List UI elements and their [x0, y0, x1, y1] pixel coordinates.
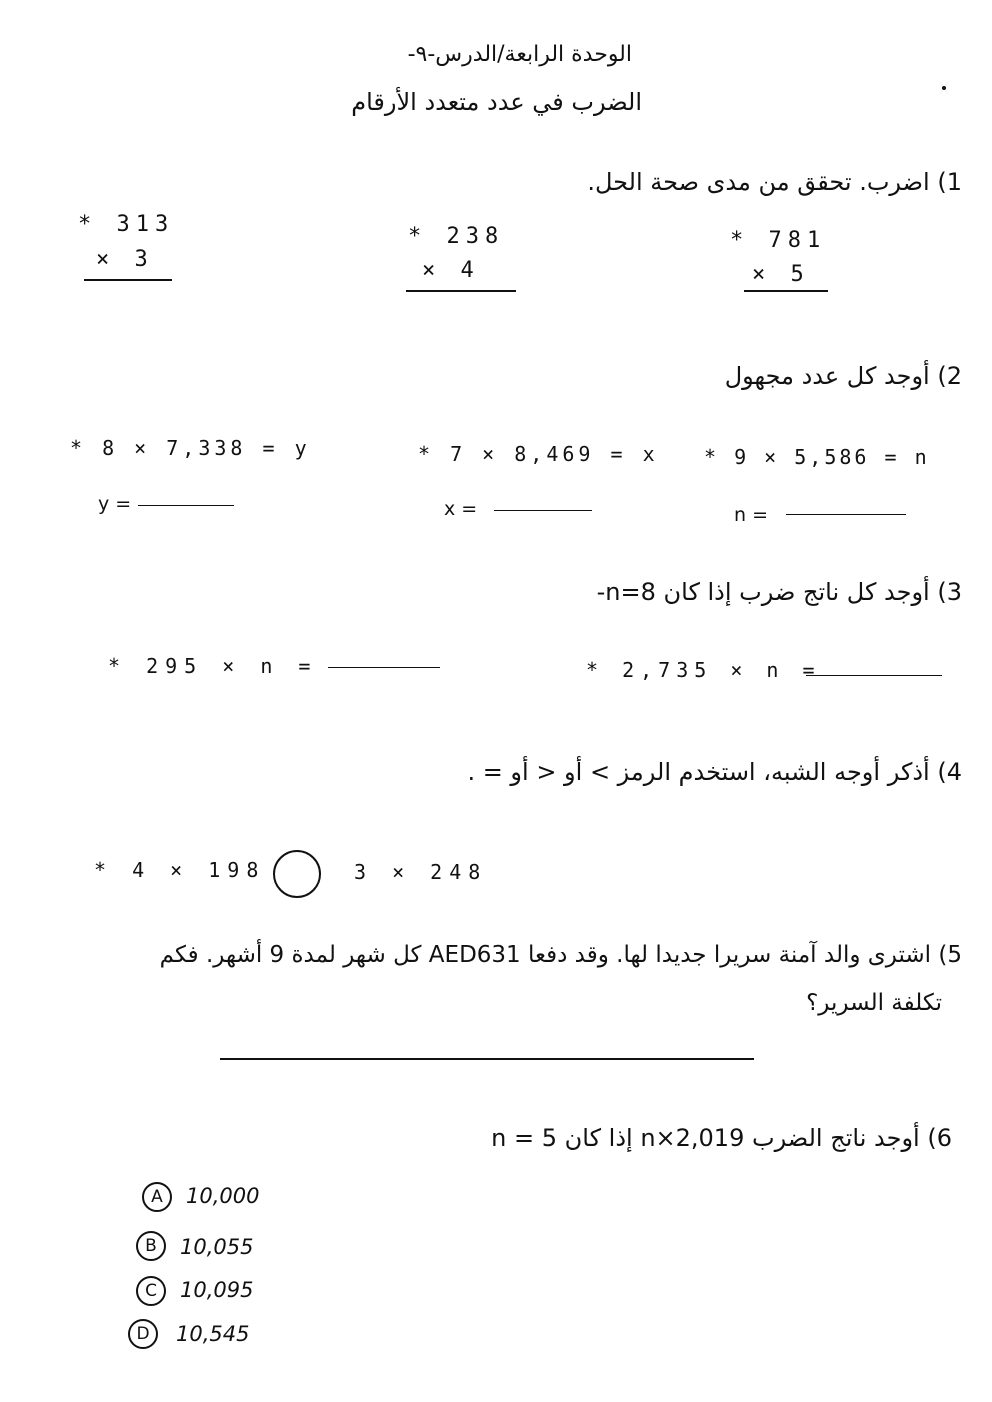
q1-problem-1-answer-line	[84, 279, 172, 281]
q6-option-d-letter: D	[128, 1319, 158, 1349]
q6-option-c-letter: C	[136, 1276, 166, 1306]
q4-prompt: 4) أذكر أوجه الشبه، استخدم الرمز > أو < أو = .	[467, 758, 962, 786]
q1-prompt: 1) اضرب. تحقق من مدى صحة الحل.	[587, 168, 962, 196]
q2-equation-1: * 8 × 7,338 = y	[70, 436, 311, 460]
q2-answer-2-label: x =	[444, 498, 478, 520]
q2-answer-2-line	[494, 510, 592, 511]
q3-item-1-answer-line	[328, 667, 440, 668]
q2-answer-1-line	[138, 505, 234, 506]
q6-option-b-letter: B	[136, 1231, 166, 1261]
q2-answer-3-line	[786, 514, 906, 515]
q1-problem-1-top: * 313	[78, 212, 175, 237]
q4-comparison-circle[interactable]	[273, 850, 321, 898]
q1-problem-3-top: * 781	[730, 228, 827, 253]
stray-dot	[942, 86, 946, 90]
q5-answer-line	[220, 1058, 754, 1060]
q2-prompt: 2) أوجد كل عدد مجهول	[724, 362, 962, 390]
worksheet-header-line1: الوحدة الرابعة/الدرس-٩-	[407, 42, 632, 67]
q4-right-expression: 3 × 248	[354, 860, 488, 884]
q1-problem-2-top: * 238	[408, 224, 505, 249]
q6-option-a-value: 10,000	[186, 1184, 260, 1208]
q3-item-1: * 295 × n =	[108, 654, 318, 678]
q6-prompt: 6) أوجد ناتج الضرب n×2,019 إذا كان n = 5	[491, 1124, 952, 1152]
q1-problem-3-bottom: × 5	[752, 262, 810, 287]
q1-problem-2-bottom: × 4	[422, 258, 480, 283]
q6-option-a-letter: A	[142, 1182, 172, 1212]
q2-equation-3: * 9 × 5,586 = n	[704, 445, 930, 469]
q4-left-expression: * 4 × 198	[94, 858, 266, 882]
q3-prompt: 3) أوجد كل ناتج ضرب إذا كان n=8-	[596, 578, 962, 606]
q1-problem-1-bottom: × 3	[96, 247, 154, 272]
q1-problem-2-answer-line	[406, 290, 516, 292]
q3-item-2-answer-line	[806, 675, 942, 676]
q5-text-line1: 5) اشترى والد آمنة سريرا جديدا لها. وقد دفعا AED631 كل شهر لمدة 9 أشهر. فكم	[159, 942, 962, 968]
q2-equation-2: * 7 × 8,469 = x	[418, 442, 659, 466]
q3-item-2: * 2,735 × n =	[586, 658, 821, 682]
q2-answer-3-label: n =	[734, 504, 769, 526]
q6-option-c-value: 10,095	[180, 1278, 254, 1302]
worksheet-header-line2: الضرب في عدد متعدد الأرقام	[351, 88, 642, 116]
q6-option-d-value: 10,545	[176, 1322, 250, 1346]
q1-problem-3-answer-line	[744, 290, 828, 292]
q6-option-b-value: 10,055	[180, 1235, 254, 1259]
q5-text-line2: تكلفة السرير؟	[806, 990, 942, 1016]
q2-answer-1-label: y =	[98, 493, 132, 515]
